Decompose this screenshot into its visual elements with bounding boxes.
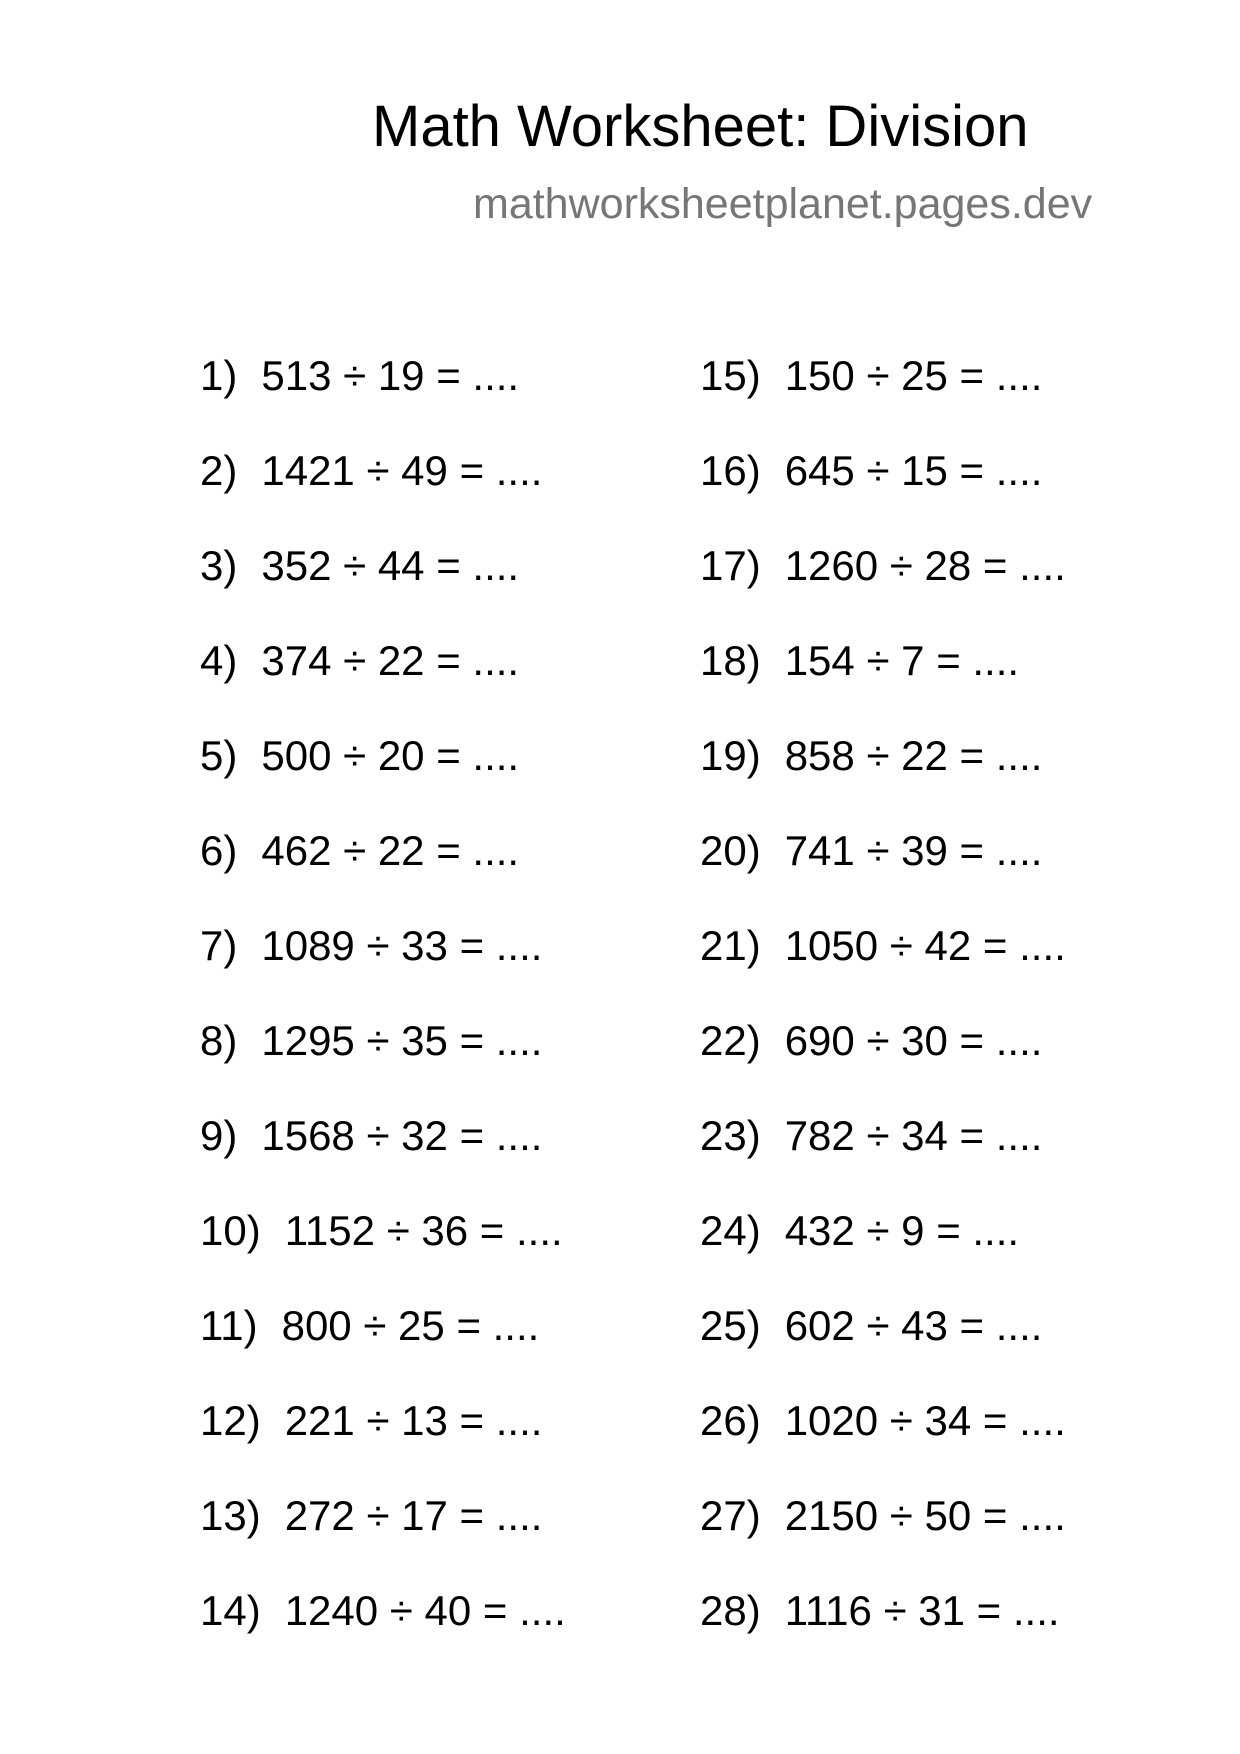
problem-item	[700, 1397, 1066, 1444]
problem-number: 9)	[200, 1112, 238, 1159]
problem-item	[200, 1397, 543, 1444]
problem-item	[700, 1492, 1066, 1539]
problem-item	[700, 732, 1043, 779]
problem-expression: 1050 ÷ 42 = ....	[784, 922, 1066, 969]
problem-number: 22)	[700, 1017, 761, 1064]
problem-number: 12)	[200, 1397, 261, 1444]
problem-item	[700, 1207, 1020, 1254]
problem-expression: 782 ÷ 34 = ....	[784, 1112, 1043, 1159]
problem-expression: 2150 ÷ 50 = ....	[784, 1492, 1066, 1539]
problem-number: 1)	[200, 352, 238, 399]
problem-expression: 154 ÷ 7 = ....	[784, 637, 1020, 684]
problem-item	[200, 1492, 543, 1539]
problem-number: 8)	[200, 1017, 238, 1064]
problem-number: 4)	[200, 637, 238, 684]
problem-item	[200, 542, 520, 589]
problem-number: 26)	[700, 1397, 761, 1444]
problem-number: 16)	[700, 447, 761, 494]
problem-number: 23)	[700, 1112, 761, 1159]
problem-expression: 741 ÷ 39 = ....	[784, 827, 1043, 874]
problem-item	[200, 352, 520, 399]
problem-expression: 513 ÷ 19 = ....	[261, 352, 520, 399]
problem-expression: 645 ÷ 15 = ....	[784, 447, 1043, 494]
problem-number: 11)	[200, 1302, 258, 1349]
problem-number: 28)	[700, 1587, 761, 1634]
problem-item	[700, 1302, 1043, 1349]
problem-number: 25)	[700, 1302, 761, 1349]
problem-number: 19)	[700, 732, 761, 779]
problem-expression: 1116 ÷ 31 = ....	[784, 1587, 1060, 1634]
problem-expression: 690 ÷ 30 = ....	[784, 1017, 1043, 1064]
problem-expression: 1568 ÷ 32 = ....	[261, 1112, 543, 1159]
problem-expression: 352 ÷ 44 = ....	[261, 542, 520, 589]
problem-item	[700, 447, 1043, 494]
problem-number: 24)	[700, 1207, 761, 1254]
problem-number: 17)	[700, 542, 761, 589]
problem-item	[700, 352, 1043, 399]
problem-number: 20)	[700, 827, 761, 874]
problem-item	[200, 827, 520, 874]
problem-expression: 858 ÷ 22 = ....	[784, 732, 1043, 779]
problem-item	[700, 922, 1066, 969]
problem-number: 7)	[200, 922, 238, 969]
problem-number: 13)	[200, 1492, 261, 1539]
problem-item	[700, 637, 1020, 684]
problem-item	[700, 1017, 1043, 1064]
site-url: mathworksheetplanet.pages.dev	[473, 180, 1093, 228]
problem-expression: 432 ÷ 9 = ....	[784, 1207, 1020, 1254]
page-title: Math Worksheet: Division	[372, 94, 1029, 159]
problem-item	[200, 1302, 540, 1349]
problem-item	[200, 1587, 566, 1634]
problem-expression: 272 ÷ 17 = ....	[284, 1492, 543, 1539]
problem-number: 18)	[700, 637, 761, 684]
problem-expression: 374 ÷ 22 = ....	[261, 637, 520, 684]
problem-item	[200, 1207, 563, 1254]
problem-number: 21)	[700, 922, 761, 969]
problem-item	[700, 1587, 1060, 1634]
problem-expression: 500 ÷ 20 = ....	[261, 732, 520, 779]
problem-number: 5)	[200, 732, 238, 779]
problem-expression: 1020 ÷ 34 = ....	[784, 1397, 1066, 1444]
problem-item	[200, 1017, 543, 1064]
problem-item	[200, 732, 520, 779]
problem-expression: 1240 ÷ 40 = ....	[284, 1587, 566, 1634]
problem-number: 14)	[200, 1587, 261, 1634]
problem-expression: 221 ÷ 13 = ....	[284, 1397, 543, 1444]
problem-item	[700, 1112, 1043, 1159]
problem-item	[200, 922, 543, 969]
problem-item	[700, 827, 1043, 874]
problem-number: 2)	[200, 447, 238, 494]
problem-expression: 1089 ÷ 33 = ....	[261, 922, 543, 969]
problem-number: 15)	[700, 352, 761, 399]
problem-number: 6)	[200, 827, 238, 874]
problem-expression: 1421 ÷ 49 = ....	[261, 447, 543, 494]
problem-number: 3)	[200, 542, 238, 589]
problem-number: 10)	[200, 1207, 261, 1254]
problem-expression: 800 ÷ 25 = ....	[281, 1302, 540, 1349]
problem-expression: 1152 ÷ 36 = ....	[284, 1207, 563, 1254]
problem-number: 27)	[700, 1492, 761, 1539]
problem-item	[200, 1112, 543, 1159]
problem-expression: 1295 ÷ 35 = ....	[261, 1017, 543, 1064]
problem-item	[200, 447, 543, 494]
problem-expression: 462 ÷ 22 = ....	[261, 827, 520, 874]
problem-expression: 1260 ÷ 28 = ....	[784, 542, 1066, 589]
problem-expression: 602 ÷ 43 = ....	[784, 1302, 1043, 1349]
problem-item	[700, 542, 1066, 589]
problem-item	[200, 637, 520, 684]
problem-expression: 150 ÷ 25 = ....	[784, 352, 1043, 399]
